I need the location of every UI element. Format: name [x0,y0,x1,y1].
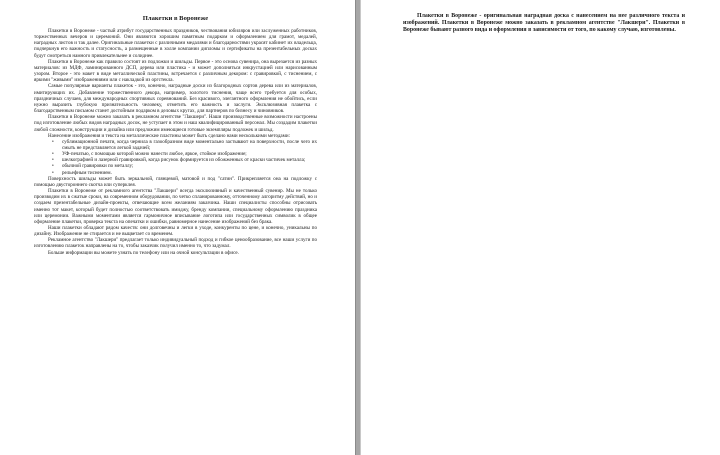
document-title: Плакетки в Воронеже [142,15,209,22]
list-item: • шелкографией и лазерной гравировкой, когда рисунок формируется из обожженных от краски частичек металла; [62,157,317,163]
paragraph-pricing: Рекламное агентство "Лакшери" предлагает только индивидуальный подход и гибкое ценообразование, все наши услуги по изготовлению плакеток направлены на то, чтобы заказчик получил именно то, что задумал. [34,237,317,250]
list-item: • обычной гравировки по металлу; [62,163,317,169]
document-page-left [0,0,355,455]
paragraph-surface: Поверхность шильды может быть зеркальной, глянцевой, матовой и под "сатин". Прикрепляется она на подложку с помощью двустороннего скотча или суперклея. [34,175,317,188]
right-page-content [403,13,685,34]
paragraph-intro: Плакетки в Воронеже - частый атрибут государственных праздников, чествования юбиляров или заслуженных работников, торжественных вечеров и церемоний. Они являются хорошим памятным подарком и оформлением для грамот, медалей, наградных листов и так далее. Оригинальные плакетки с различными медалями и благодарностями украсят кабинет их владельца, подчеркнув его важность и статусность, а размещенные в холле компании дипломы и сертификаты на презентабельных досках будут смотреться намного привлекательнее и солиднее. [34,28,317,59]
paragraph-summary: Плакетки в Воронеже - оригинальная наградная доска с нанесением на нее различного текста и изображений. Плакетки в Воронеже можно заказать в рекламном агентстве "Лакшери". Плакетки в Воронеже бывают разного вида и оформления в зависимости от того, по какому случаю, изготовлены. [403,13,685,34]
paragraph-quality: Плакетки в Воронеже от рекламного агентства "Лакшери" всегда эксклюзивный и качественный сувенир. Мы не только производим их в сжатые сроки, на современном оборудовании, по четко спланированному, отточенному алгоритму действий, но и создаем презентабельные дизайн-проекты, отвечающие всем желаниям заказчика. Наши специалисты способны отрисовать именно тот макет, который будет полностью соответствовать имиджу, бренду компании, специальному оформлению праздника или церемонии. Важными моментами является гармоничное вписывание логотипа или государственных символик в общее оформление плакетки, проверка текста на опечатки и ошибки, равномерное нанесение изображений без брака. [34,188,317,225]
document-page-right [361,0,720,455]
list-item: • рельефным тиснением. [62,170,317,176]
left-page-content [34,15,317,256]
paragraph-composition: Плакетки в Воронеже как правило состоят из подложки и шильды. Первое - это основа сувенира, она вырезается из разных материалов: из МДФ, ламинированного ДСП, дерева или пластика - и может дополняться инкрустацией или нарисованным узором. Второе - это макет в виде металлической пластины, встречается с различным декором: с гравировкой, с тиснением, с яркими "живыми" изображениями или с накладкой из оргстекла. [34,58,317,84]
methods-list [34,139,317,176]
paragraph-order: Плакетки в Воронеже можно заказать в рекламном агентстве "Лакшери". Наши производственные возможности настроены под изготовление любых видов наградных досок, не уступает в этом и наш квалифицированный персонал. Мы создадим плакетки любой сложности, конструкции и дизайна или предложим имеющиеся готовые экземпляры подложек и шильд. [34,114,317,133]
paragraph-contact: Больше информации вы можете узнать по телефону или на очной консультации в офисе. [48,249,239,256]
list-item: • сублимационной печати, когда чернила в газообразном виде моментально застывают на поверхности, после чего их смыть не представляется легкой задачей; [62,139,317,151]
paragraph-popular: Самые популярные варианты плакеток - это, конечно, наградные доски из благородных сортов дерева или из материалов, имитирующих их. Добавление торжественного декора, например, золотого тиснения, чаще всего требуется для особых, праздничных случаев, для международных спортивных соревнований. Без красивого, элегантного оформления не обойтись, если нужно выразить глубокую признательность человеку, отметить его важность и заслуги. Эксклюзивная плакетка с благодарственным письмом станет достойным подарком в деловых кругах, для партнеров по бизнесу и чиновников. [34,83,317,115]
list-item: • УФ-печатью, с помощью которой можно нанести любое, яркое, стойкое изображение; [62,151,317,157]
paragraph-methods-intro: Нанесение изображения и текста на металлические пластины может быть сделано нами несколькими методами: [48,132,290,139]
paragraph-properties: Наши плакетки обладают рядом качеств: они долговечны и легки в уходе, конкуренты по цене, и конечно, уникальны по дизайну. Изображение не стирается и не выцветает со временем. [34,225,317,238]
